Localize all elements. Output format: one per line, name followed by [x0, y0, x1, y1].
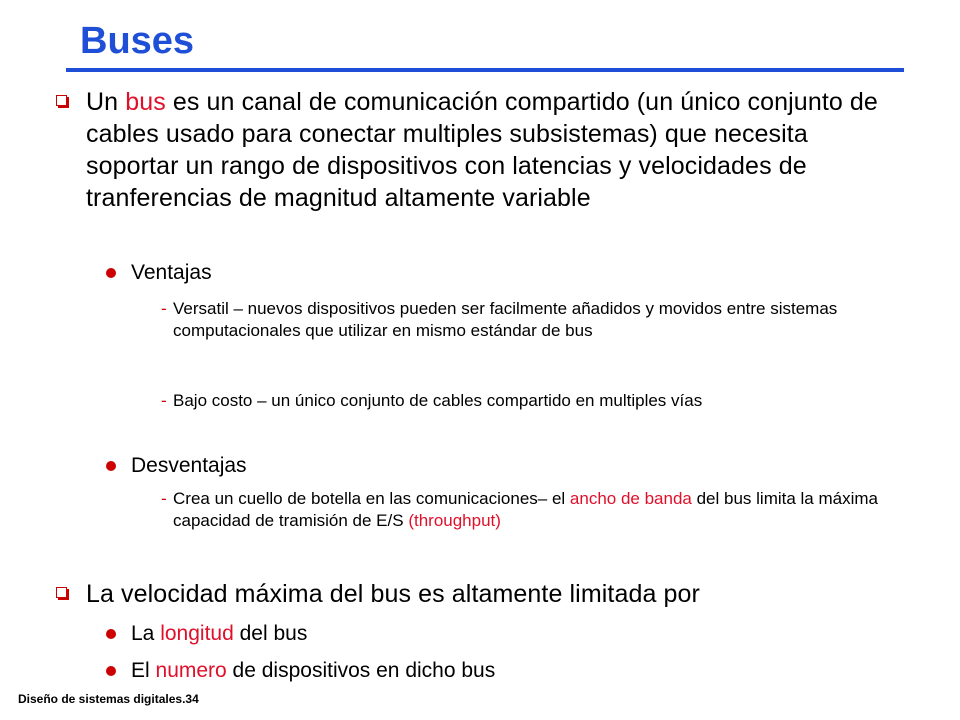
sub-bullet-desventajas — [131, 452, 871, 480]
round-bullet-icon — [106, 268, 116, 278]
bullet-velocidad — [86, 578, 886, 610]
text: Un — [86, 88, 126, 116]
sub-bullet-numero — [131, 657, 871, 685]
round-bullet-icon — [106, 629, 116, 639]
text: de dispositivos en dicho bus — [226, 659, 496, 682]
slide-footer: Diseño de sistemas digitales.34 — [18, 692, 199, 706]
sub-bullet-longitud — [131, 620, 871, 648]
desventaja-item — [161, 488, 888, 532]
label: Desventajas — [131, 454, 247, 477]
round-bullet-icon — [106, 666, 116, 676]
highlight-throughput: (throughput) — [408, 511, 501, 530]
text: del bus limita la máxima capacidad de tramisión de E/S — [173, 489, 878, 530]
text: Bajo costo – un único conjunto de cables compartido en multiples vías — [173, 391, 703, 410]
sub-bullet-ventajas — [131, 259, 871, 287]
highlight-numero: numero — [155, 659, 227, 682]
text: Crea un cuello de botella en las comunicaciones– el — [173, 489, 570, 508]
slide-title: Buses — [80, 20, 195, 62]
text: del bus — [233, 622, 308, 645]
dash-icon: - — [161, 391, 167, 410]
text: El — [131, 659, 156, 682]
dash-icon: - — [161, 489, 167, 508]
square-bullet-icon — [56, 587, 67, 598]
round-bullet-icon — [106, 461, 116, 471]
bullet-definition — [86, 86, 886, 214]
text: La — [131, 622, 161, 645]
square-bullet-icon — [56, 95, 67, 106]
label: Ventajas — [131, 261, 212, 284]
dash-icon: - — [161, 299, 167, 318]
ventaja-item — [161, 390, 888, 412]
highlight-longitud: longitud — [160, 622, 234, 645]
ventaja-item — [161, 298, 888, 342]
highlight-ancho-de-banda: ancho de banda — [569, 489, 692, 508]
text: Versatil – nuevos dispositivos pueden ser facilmente añadidos y movidos entre sistemas computacionales que utilizar en mismo estándar de bus — [173, 299, 838, 340]
text: La velocidad máxima del bus es altamente limitada por — [86, 580, 700, 608]
text: es un canal de comunicación compartido (un único conjunto de cables usado para conectar multiples subsistemas) que necesita soportar un rango de dispositivos con latencias y velocidades de tranferencias de magnitud altamente variable — [86, 88, 878, 212]
highlight-bus: bus — [125, 88, 166, 116]
